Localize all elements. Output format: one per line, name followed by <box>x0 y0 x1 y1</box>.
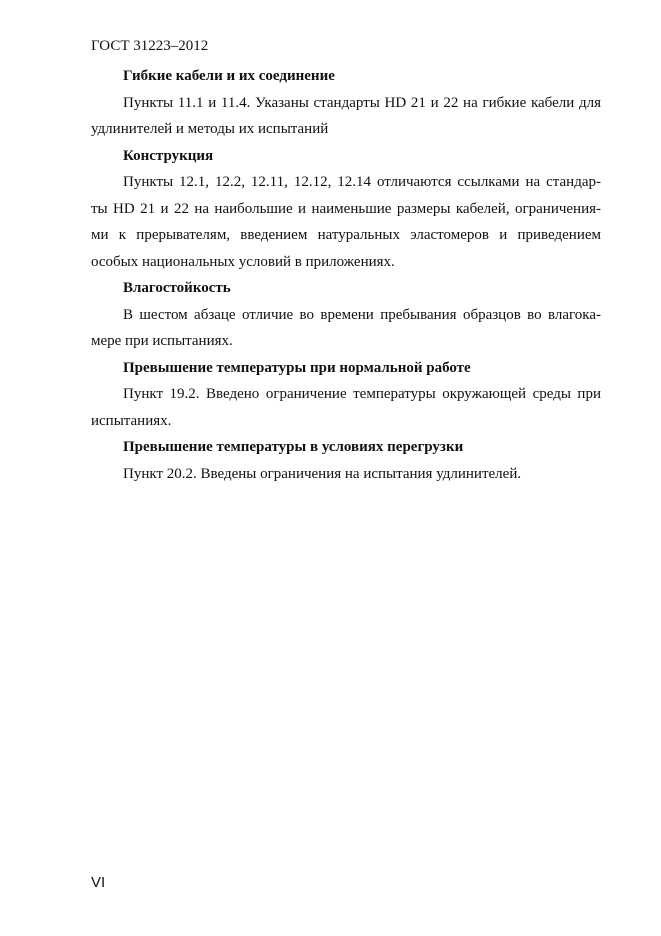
section-heading: Конструкция <box>123 147 214 164</box>
section-heading: Влагостойкость <box>123 280 231 296</box>
paragraph-line: Пункты 11.1 и 11.4. Указаны стандарты HD 21 и 22 на гибкие кабели для <box>123 94 601 111</box>
section <box>91 355 601 435</box>
paragraph-line: ты HD 21 и 22 на наибольшие и наименьшие размеры кабелей, ограничения- <box>91 200 601 217</box>
section <box>91 434 601 487</box>
page-number: VI <box>91 874 106 891</box>
paragraph-line: Пункт 19.2. Введено ограничение температуры окружающей среды при <box>123 386 601 402</box>
paragraph-line: В шестом абзаце отличие во времени пребывания образцов во влагока- <box>123 306 601 323</box>
section-heading: Превышение температуры при нормальной работе <box>123 359 471 376</box>
document-header: ГОСТ 31223–2012 <box>91 38 209 54</box>
paragraph-line: удлинителей и методы их испытаний <box>91 121 329 137</box>
paragraph-line: мере при испытаниях. <box>91 333 233 349</box>
document-body <box>91 63 601 487</box>
paragraph-line: ми к прерывателям, введением натуральных эластомеров и приведением <box>91 227 601 243</box>
paragraph-line: Пункты 12.1, 12.2, 12.11, 12.12, 12.14 отличаются ссылками на стандар- <box>123 174 601 190</box>
section-heading: Превышение температуры в условиях перегрузки <box>123 439 464 455</box>
section <box>91 275 601 355</box>
paragraph-line: Пункт 20.2. Введены ограничения на испытания удлинителей. <box>123 465 522 482</box>
paragraph-line: особых национальных условий в приложениях. <box>91 253 395 270</box>
paragraph-line: испытаниях. <box>91 412 172 429</box>
section <box>91 63 601 143</box>
section-heading: Гибкие кабели и их соединение <box>123 68 335 84</box>
section <box>91 143 601 276</box>
